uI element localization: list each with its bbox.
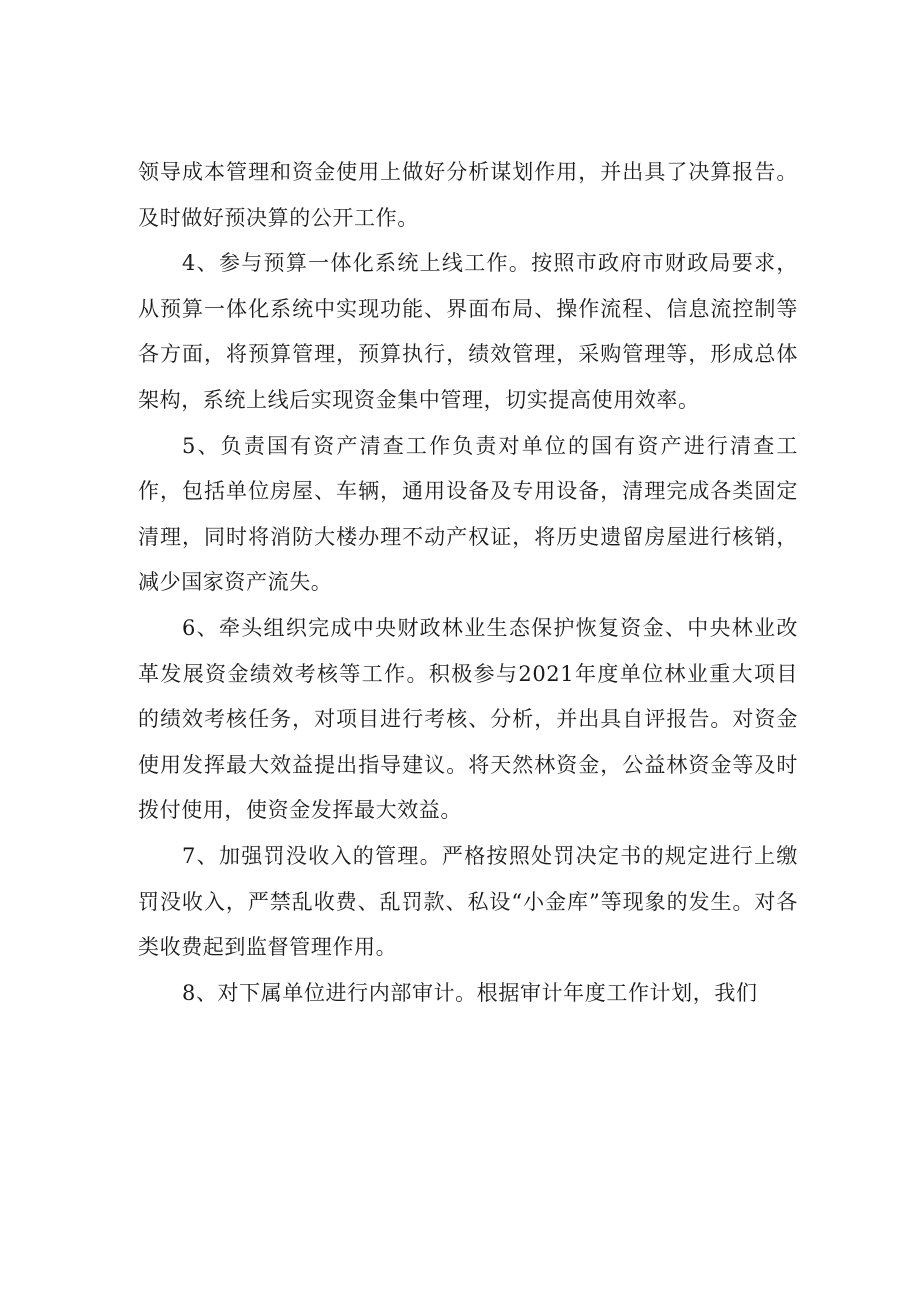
paragraph-budget-report-continued: 领导成本管理和资金使用上做好分析谋划作用，并出具了决算报告。及时做好预决算的公开工作。: [138, 160, 798, 230]
paragraph-item-4-budget-system: 4、参与预算一体化系统上线工作。按照市政府市财政局要求，从预算一体化系统中实现功能、界面布局、操作流程、信息流控制等各方面，将预算管理，预算执行，绩效管理，采购管理等，形成总体架构，系统上线后实现资金集中管理，切实提高使用效率。: [138, 251, 798, 412]
document-body: [138, 150, 798, 1016]
paragraph-item-7-penalty-income: 7、加强罚没收入的管理。严格按照处罚决定书的规定进行上缴罚没收入，严禁乱收费、乱罚款、私设“小金库”等现象的发生。对各类收费起到监督管理作用。: [138, 843, 798, 960]
paragraph-item-5-asset-inventory: 5、负责国有资产清查工作负责对单位的国有资产进行清查工作，包括单位房屋、车辆，通用设备及专用设备，清理完成各类固定清理，同时将消防大楼办理不动产权证，将历史遗留房屋进行核销，减少国家资产流失。: [138, 433, 798, 595]
paragraph-item-8-internal-audit: 8、对下属单位进行内部审计。根据审计年度工作计划，我们: [182, 980, 758, 1005]
paragraph-item-6-forestry-funds: 6、牵头组织完成中央财政林业生态保护恢复资金、中央林业改革发展资金绩效考核等工作。积极参与2021年度单位林业重大项目的绩效考核任务，对项目进行考核、分析，并出具自评报告。对资金使用发挥最大效益提出指导建议。将天然林资金，公益林资金等及时拨付使用，使资金发挥最大效益。: [138, 615, 798, 823]
